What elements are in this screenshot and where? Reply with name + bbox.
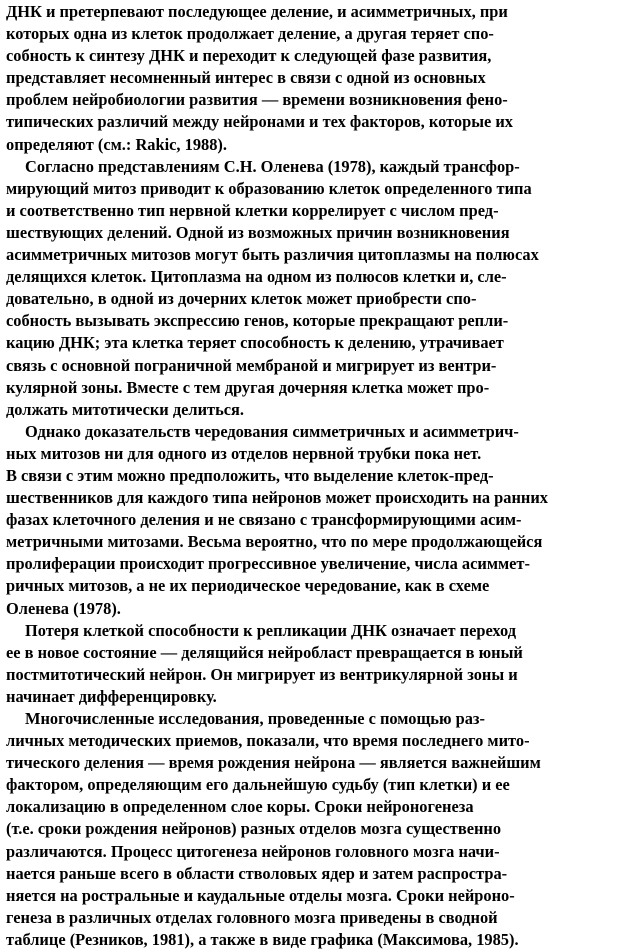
text-line: определяют (см.: Rakic, 1988). [6,134,227,154]
paragraph-2 [6,156,616,421]
text-line: связь с основной пограничной мембраной и мигрирует из вентри- [6,355,497,375]
text-line: няется на ростральные и каудальные отделы мозга. Сроки нейроно- [6,885,515,905]
text-line: метричными митозами. Весьма вероятно, что по мере продолжающейся [6,532,543,552]
text-line: которых одна из клеток продолжает деление, а другая теряет спо- [6,24,494,44]
text-line: и соответственно тип нервной клетки коррелирует с числом пред- [6,200,499,220]
paragraph-3 [6,421,616,620]
text-line: шественников для каждого типа нейронов может происходить на ранних [6,488,548,508]
text-line: фактором, определяющим его дальнейшую судьбу (тип клетки) и ее [6,775,510,795]
text-line: типических различий между нейронами и тех факторов, которые их [6,112,514,132]
text-line: нается раньше всего в области стволовых ядер и затем распростра- [6,863,508,883]
text-line: локализацию в определенном слое коры. Сроки нейроногенеза [6,797,474,817]
text-line: постмитотический нейрон. Он мигрирует из вентрикулярной зоны и [6,664,518,684]
text-line: начинает дифференцировку. [6,686,217,706]
text-line: фазах клеточного деления и не связано с трансформирующими асим- [6,510,522,530]
text-line: кацию ДНК; эта клетка теряет способность к делению, утрачивает [6,333,504,353]
text-line: довательно, в одной из дочерних клеток может приобрести спо- [6,289,477,309]
text-line: Согласно представлениям С.Н. Оленева (1978), каждый трансфор- [25,156,520,176]
paragraph-5 [6,708,616,951]
text-line: пролиферации происходит прогрессивное увеличение, числа асиммет- [6,554,530,574]
text-line: личных методических приемов, показали, что время последнего мито- [6,731,530,751]
paragraph-4 [6,620,616,708]
text-line: Оленева (1978). [6,598,121,618]
text-line: ных митозов ни для одного из отделов нервной трубки пока нет. [6,443,482,463]
text-line: тического деления — время рождения нейрона — является важнейшим [6,753,541,773]
text-line: проблем нейробиологии развития — времени возникновения фено- [6,90,508,110]
text-line: ДНК и претерпевают последующее деление, и асимметричных, при [6,2,508,21]
text-line: различаются. Процесс цитогенеза нейронов головного мозга начи- [6,841,500,861]
text-line: шествующих делений. Одной из возможных причин возникновения [6,222,510,242]
text-line: В связи с этим можно предположить, что выделение клеток-пред- [6,465,494,485]
text-line: собность вызывать экспрессию генов, которые прекращают репли- [6,311,509,331]
text-line: Многочисленные исследования, проведенные с помощью раз- [25,709,485,728]
text-line: Однако доказательств чередования симметричных и асимметрич- [25,421,519,441]
text-line: ричных митозов, а не их периодическое чередование, как в схеме [6,576,490,596]
text-line: таблице (Резников, 1981), а также в виде графика (Максимова, 1985). [6,929,519,949]
text-line: асимметричных митозов могут быть различия цитоплазмы на полюсах [6,245,539,265]
text-line: делящихся клеток. Цитоплазма на одном из полюсов клетки и, сле- [6,267,507,287]
text-line: мирующий митоз приводит к образованию клеток определенного типа [6,178,532,198]
text-line: кулярной зоны. Вместе с тем другая дочерняя клетка может про- [6,377,490,397]
text-line: (т.е. сроки рождения нейронов) разных отделов мозга существенно [6,819,502,839]
text-line: собность к синтезу ДНК и переходит к следующей фазе развития, [6,46,492,66]
paragraph-1 [6,1,616,156]
text-line: представляет несомненный интерес в связи с одной из основных [6,68,486,88]
text-line: Потеря клеткой способности к репликации ДНК означает переход [25,620,516,640]
text-line: генеза в различных отделах головного мозга приведены в сводной [6,907,498,927]
text-line: ее в новое состояние — делящийся нейробласт превращается в юный [6,642,523,662]
text-line: должать митотически делиться. [6,399,244,419]
